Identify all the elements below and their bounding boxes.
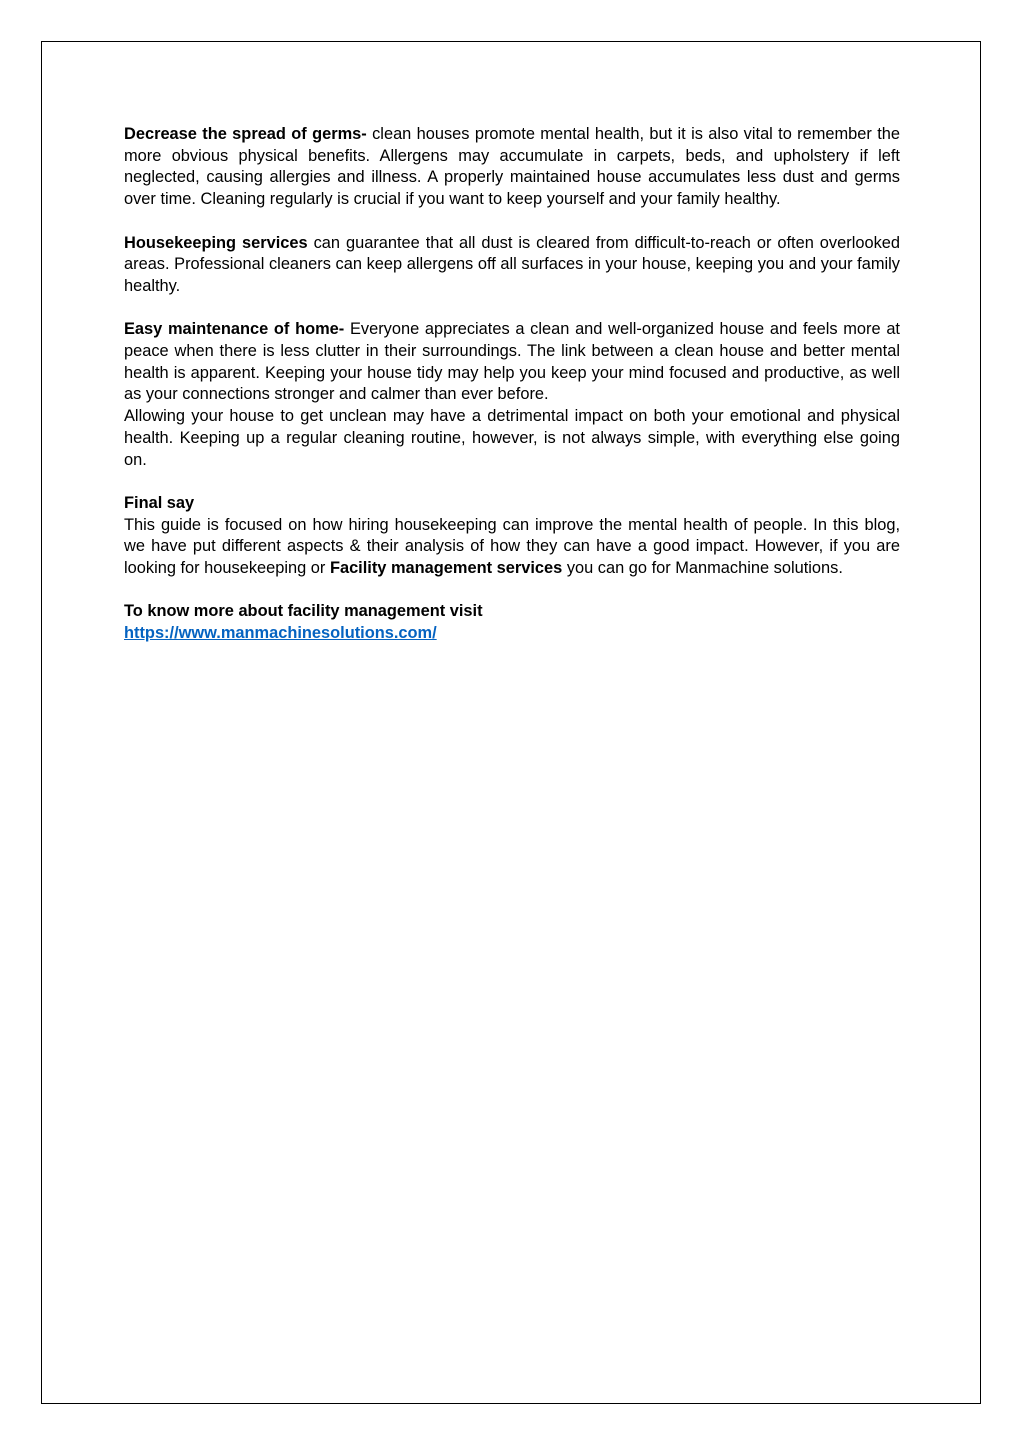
heading-final-say-text: Final say: [124, 493, 195, 512]
paragraph-gap: [124, 211, 900, 233]
heading-housekeeping: Housekeeping services: [124, 233, 308, 252]
paragraph-gap: [124, 580, 900, 602]
website-link[interactable]: https://www.manmachinesolutions.com/: [124, 624, 437, 643]
heading-germs: Decrease the spread of germs-: [124, 125, 367, 143]
text-maintenance: Everyone appreciates a clean and well-organized house and feels more at peace when there is less clutter in their surroundings. The link between a clean house and better mental health is apparent. Keeping your house tidy may help you keep your mind focused and productive, as well as your connections stronger and calmer than ever before.: [124, 320, 900, 404]
text-final-bold: Facility management services: [329, 559, 563, 578]
paragraph-gap: [124, 471, 900, 493]
text-germs: clean houses promote mental health, but it is also vital to remember the more obvious physical benefits. Allergens may accumulate in carpets, beds, and upholstery if left neglected, causing allergies and illness. A properly maintained house accumulates less dust and germs over time. Cleaning regularly is crucial if you want to keep yourself and your family healthy.: [124, 125, 901, 209]
heading-maintenance: Easy maintenance of home-: [124, 320, 345, 339]
paragraph-maintenance-2: [124, 406, 900, 471]
cta-link-line: [124, 623, 900, 645]
cta-text: To know more about facility management visit: [124, 602, 483, 621]
heading-final-say: [124, 493, 900, 515]
paragraph-gap: [124, 298, 900, 320]
paragraph-germs: [124, 124, 900, 211]
document-body: [124, 124, 900, 645]
paragraph-housekeeping: [124, 233, 900, 298]
text-maintenance-2: Allowing your house to get unclean may have a detrimental impact on both your emotional and physical health. Keeping up a regular cleaning routine, however, is not always simple, with everything else going on.: [124, 407, 900, 469]
paragraph-final: [124, 515, 900, 580]
text-final-2: you can go for Manmachine solutions.: [562, 559, 843, 578]
text-final-1: This guide is focused on how hiring housekeeping can improve the mental health of people. In this blog, we have put different aspects & their analysis of how they can have a good impact. However, if you are looking for housekeeping or: [124, 515, 900, 578]
text-housekeeping: can guarantee that all dust is cleared from difficult-to-reach or often overlooked areas. Professional cleaners can keep allergens off all surfaces in your house, keeping you and your family healthy.: [124, 233, 900, 295]
paragraph-maintenance: [124, 319, 900, 406]
